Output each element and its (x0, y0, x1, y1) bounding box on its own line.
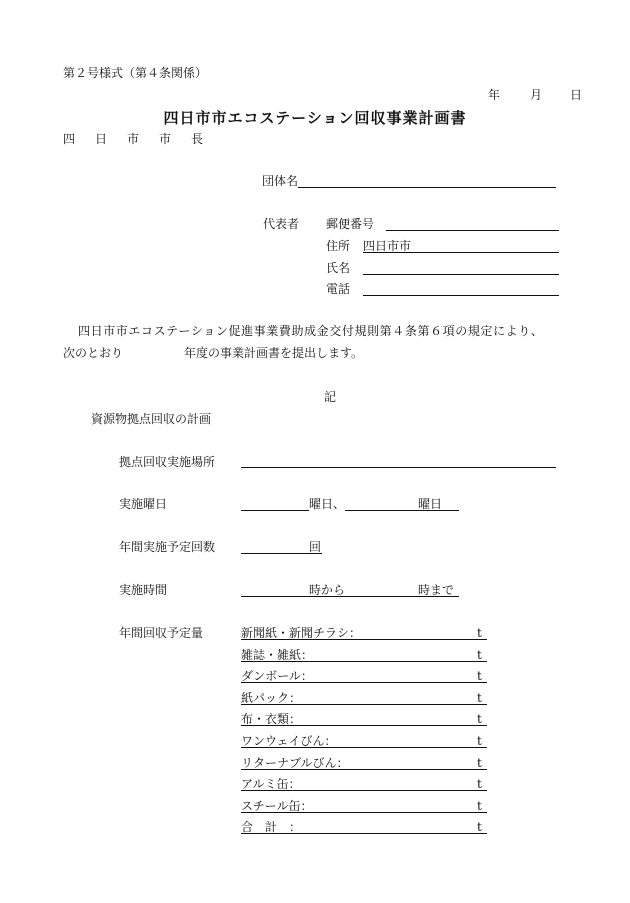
amount-item-field[interactable] (241, 682, 487, 683)
name-field[interactable] (363, 274, 559, 275)
name-label: 氏名 (326, 261, 351, 275)
amount-item-name: 新聞紙・新聞チラシ： (241, 626, 362, 640)
postal-code-label: 郵便番号 (326, 217, 375, 231)
group-name-label: 団体名 (262, 174, 299, 188)
amount-total-field[interactable] (241, 833, 487, 834)
location-field[interactable] (241, 467, 556, 468)
amount-item-name: 紙パック： (241, 691, 302, 705)
address-label: 住所 (326, 239, 351, 253)
amount-item-unit: t (477, 777, 482, 791)
weekday-unit-2: 曜日 (418, 497, 443, 511)
time-from-unit: 時から (309, 583, 346, 597)
amount-item-name: ダンボール： (241, 669, 313, 683)
amount-item-name: リターナブルびん： (241, 756, 349, 770)
amount-item-unit: t (477, 626, 482, 640)
date-month-label: 月 (530, 88, 543, 102)
amount-item-field[interactable] (241, 639, 487, 640)
amount-item-name: ワンウェイびん： (241, 734, 337, 748)
representative-label: 代表者 (263, 217, 300, 231)
amount-item-name: 雑誌・雑紙： (241, 648, 314, 662)
form-number: 第２号様式（第４条関係） (63, 66, 208, 80)
postal-code-field[interactable] (386, 230, 559, 231)
body-text-line-2b: 年度の事業計画書を提出します。 (184, 346, 364, 360)
amount-item-field[interactable] (241, 769, 487, 770)
address-value: 四日市市 (363, 239, 412, 253)
address-field[interactable] (363, 252, 559, 253)
amount-item-unit: t (477, 734, 482, 748)
ki-mark: 記 (324, 390, 337, 404)
amount-item-field[interactable] (241, 747, 487, 748)
phone-field[interactable] (363, 295, 559, 296)
body-text-line-2a: 次のとおり (63, 346, 124, 360)
date-year-label: 年 (488, 88, 501, 102)
amount-item-field[interactable] (241, 704, 487, 705)
amount-item-field[interactable] (241, 725, 487, 726)
count-unit: 回 (309, 540, 322, 554)
weekday-unit-1: 曜日、 (309, 497, 346, 511)
amount-total-name: 合 計 ： (241, 820, 302, 834)
body-text-line-1: 四日市市エコステーション促進事業費助成金交付規則第４条第６項の規定により、 (78, 324, 544, 338)
phone-label: 電話 (326, 282, 351, 296)
amount-total-unit: t (477, 820, 482, 834)
document-title: 四日市市エコステーション回収事業計画書 (163, 109, 467, 127)
group-name-field[interactable] (298, 187, 556, 188)
section-title: 資源物拠点回収の計画 (91, 412, 212, 426)
amount-item-unit: t (477, 691, 482, 705)
amount-item-name: 布・衣類： (241, 712, 302, 726)
date-day-label: 日 (570, 88, 583, 102)
amount-item-unit: t (477, 756, 482, 770)
location-label: 拠点回収実施場所 (119, 455, 216, 469)
amount-item-name: アルミ缶： (241, 777, 301, 791)
time-to-unit: 時まで (418, 583, 455, 597)
amount-item-field[interactable] (241, 790, 487, 791)
count-label: 年間実施予定回数 (119, 540, 216, 554)
amount-item-field[interactable] (241, 812, 487, 813)
time-label: 実施時間 (119, 583, 168, 597)
amount-item-unit: t (477, 669, 482, 683)
amount-item-unit: t (477, 648, 482, 662)
amount-label: 年間回収予定量 (119, 626, 204, 640)
amount-item-unit: t (477, 712, 482, 726)
weekday-label: 実施曜日 (119, 497, 168, 511)
amount-item-name: スチール缶： (241, 799, 313, 813)
amount-item-field[interactable] (241, 661, 487, 662)
addressee: 四日市市長 (63, 132, 224, 146)
amount-item-unit: t (477, 799, 482, 813)
